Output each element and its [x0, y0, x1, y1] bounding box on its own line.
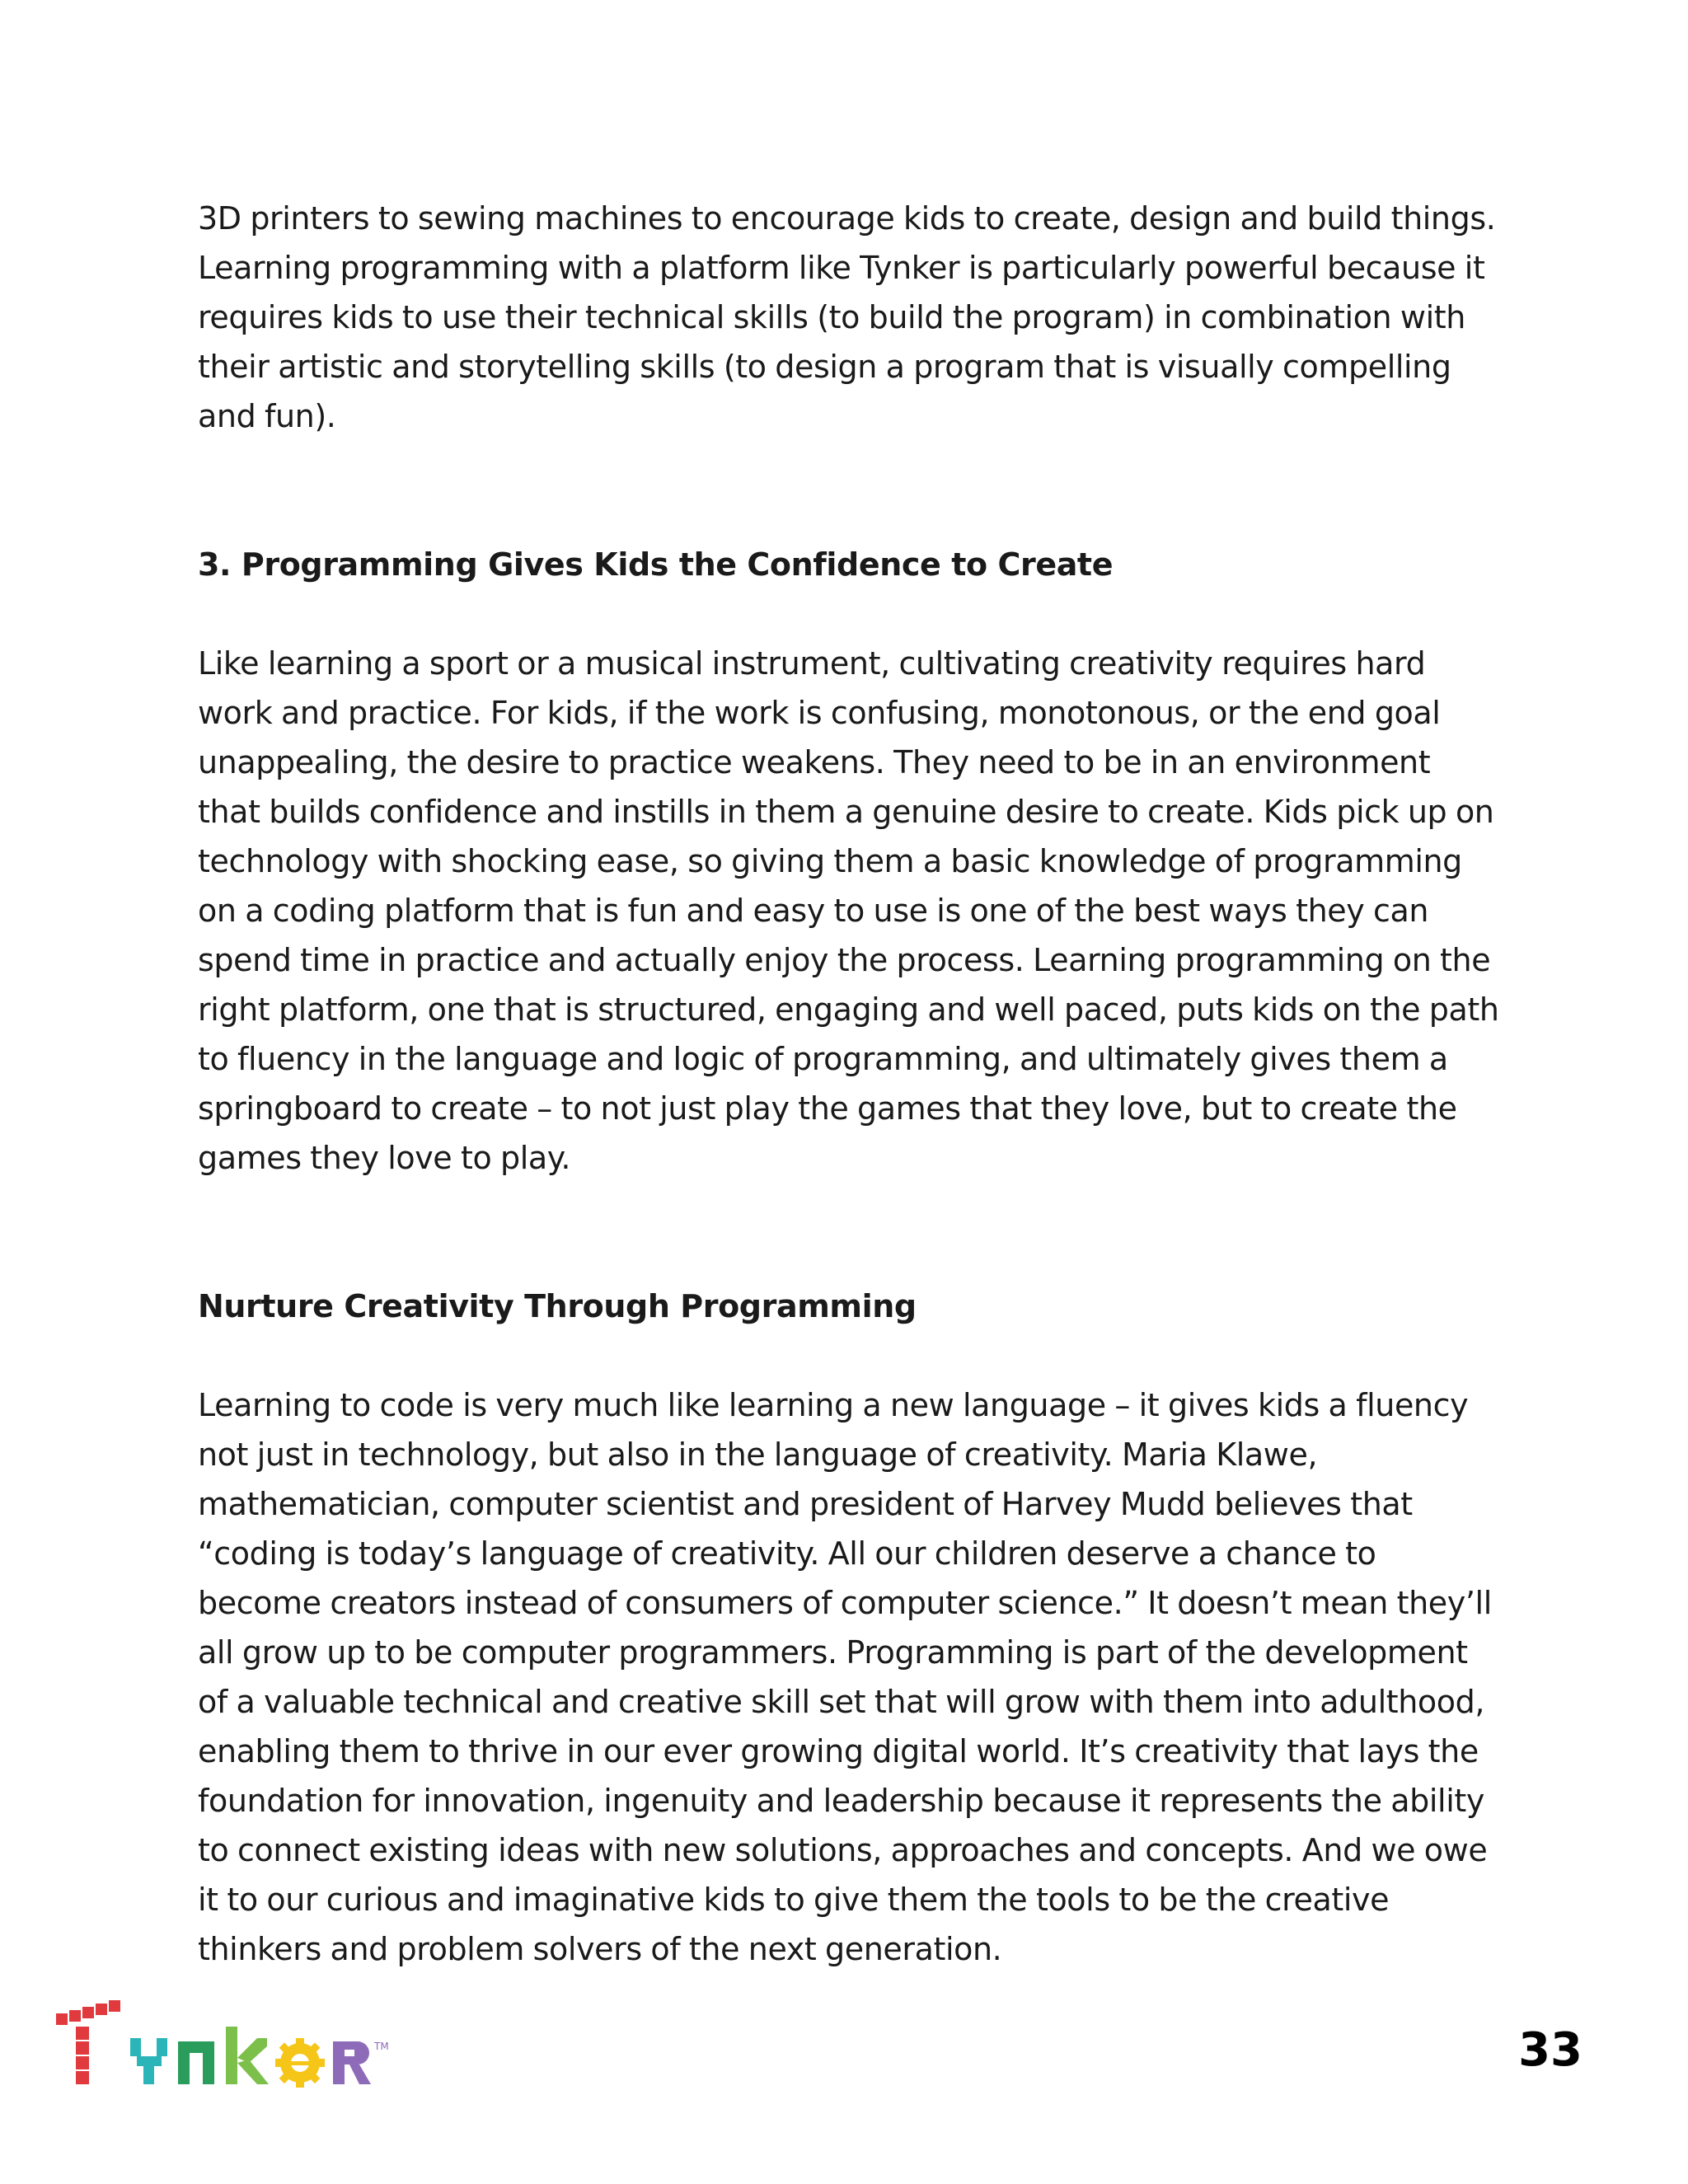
- page-body: [198, 194, 1500, 1974]
- section-3-heading: 3. Programming Gives Kids the Confidence to Create: [198, 546, 1114, 583]
- nurture-heading: Nurture Creativity Through Programming: [198, 1288, 917, 1324]
- tynker-logo: [51, 1999, 397, 2089]
- logo-letter-y: [130, 2038, 167, 2084]
- page-number: 33: [1518, 2023, 1582, 2077]
- logo-letter-n: [178, 2041, 214, 2084]
- logo-letter-t: [56, 2000, 120, 2084]
- logo-letter-k: [226, 2027, 269, 2084]
- logo-letter-r: [333, 2041, 371, 2084]
- nurture-paragraph: Learning to code is very much like learning a new language – it gives kids a fluency not just in technology, but also in the language of creativity. Maria Klawe, mathematician, computer scientist and president of Harvey Mudd believes that “coding is today’s language of creativity. All our children deserve a chance to become creators instead of consumers of computer science.” It doesn’t mean they’ll all grow up to be computer programmers. Programming is part of the development of a valuable technical and creative skill set that will grow with them into adulthood, enabling them to thrive in our ever growing digital world. It’s creativity that lays the foundation for innovation, ingenuity and leadership because it represents the ability to connect existing ideas with new solutions, approaches and concepts. And we owe it to our curious and imaginative kids to give them the tools to be the creative thinkers and problem solvers of the next generation.: [198, 1387, 1492, 1967]
- confidence-paragraph: Like learning a sport or a musical instrument, cultivating creativity requires hard work and practice. For kids, if the work is confusing, monotonous, or the end goal unappealing, the desire to practice weakens. They need to be in an environment that builds confidence and instills in them a genuine desire to create. Kids pick up on technology with shocking ease, so giving them a basic knowledge of programming on a coding platform that is fun and easy to use is one of the best ways they can spend time in practice and actually enjoy the process. Learning programming on the right platform, one that is structured, engaging and well paced, puts kids on the path to fluency in the language and logic of programming, and ultimately gives them a springboard to create – to not just play the games that they love, but to create the games they love to play.: [198, 645, 1499, 1176]
- logo-trademark: TM: [374, 2041, 389, 2052]
- intro-paragraph: 3D printers to sewing machines to encourage kids to create, design and build things. Learning programming with a platform like Tynker is particularly powerful because it requires kids to use their technical skills (to build the program) in combination with their artistic and storytelling skills (to design a program that is visually compelling and fun).: [198, 200, 1496, 434]
- logo-letter-e-gear: [275, 2038, 325, 2088]
